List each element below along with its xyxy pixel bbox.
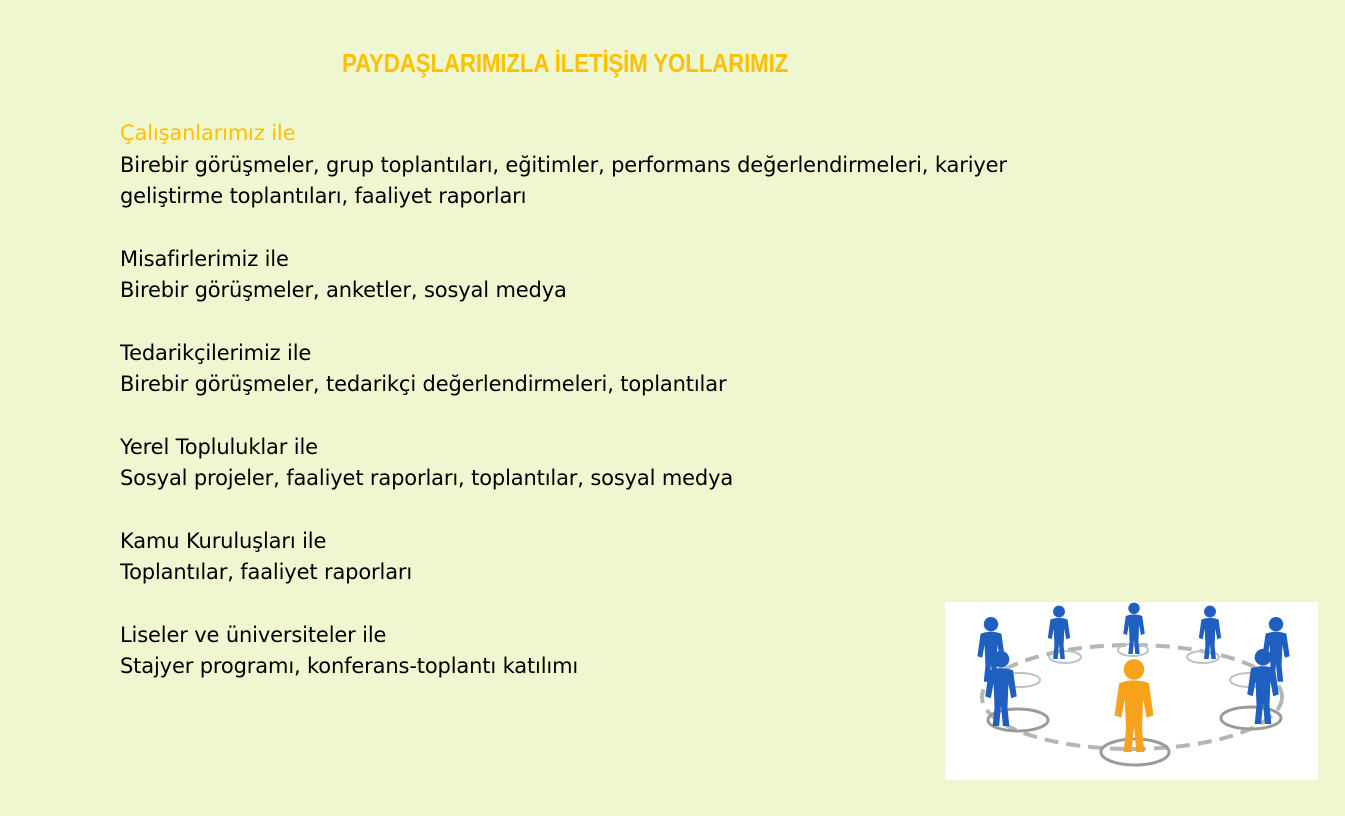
section-heading: Yerel Topluluklar ile	[120, 434, 318, 459]
section-text: Toplantılar, faaliyet raporları	[120, 560, 413, 584]
section-public-institutions	[120, 526, 1050, 589]
section-heading: Kamu Kuruluşları ile	[120, 528, 327, 553]
section-local-communities	[120, 432, 1050, 495]
stakeholder-list	[120, 118, 1050, 714]
section-heading: Çalışanlarımız ile	[120, 121, 296, 145]
section-text: Birebir görüşmeler, tedarikçi değerlendirmeleri, toplantılar	[120, 372, 727, 396]
section-schools	[120, 620, 1050, 683]
section-heading: Misafirlerimiz ile	[120, 246, 289, 271]
section-guests	[120, 244, 1050, 307]
section-text: Birebir görüşmeler, grup toplantıları, eğitimler, performans değerlendirmeleri, kariyer geliştirme toplantıları, faaliyet raporları	[120, 152, 1007, 208]
section-suppliers	[120, 338, 1050, 401]
section-heading: Liseler ve üniversiteler ile	[120, 622, 387, 647]
section-text: Sosyal projeler, faaliyet raporları, toplantılar, sosyal medya	[120, 466, 734, 490]
page-title: PAYDAŞLARIMIZLA İLETİŞİM YOLLARIMIZ	[342, 48, 789, 78]
section-heading: Tedarikçilerimiz ile	[120, 340, 312, 365]
stakeholder-network-icon	[945, 602, 1318, 780]
section-text: Stajyer programı, konferans-toplantı katılımı	[120, 654, 579, 678]
section-employees	[120, 118, 1050, 213]
section-text: Birebir görüşmeler, anketler, sosyal medya	[120, 278, 567, 302]
